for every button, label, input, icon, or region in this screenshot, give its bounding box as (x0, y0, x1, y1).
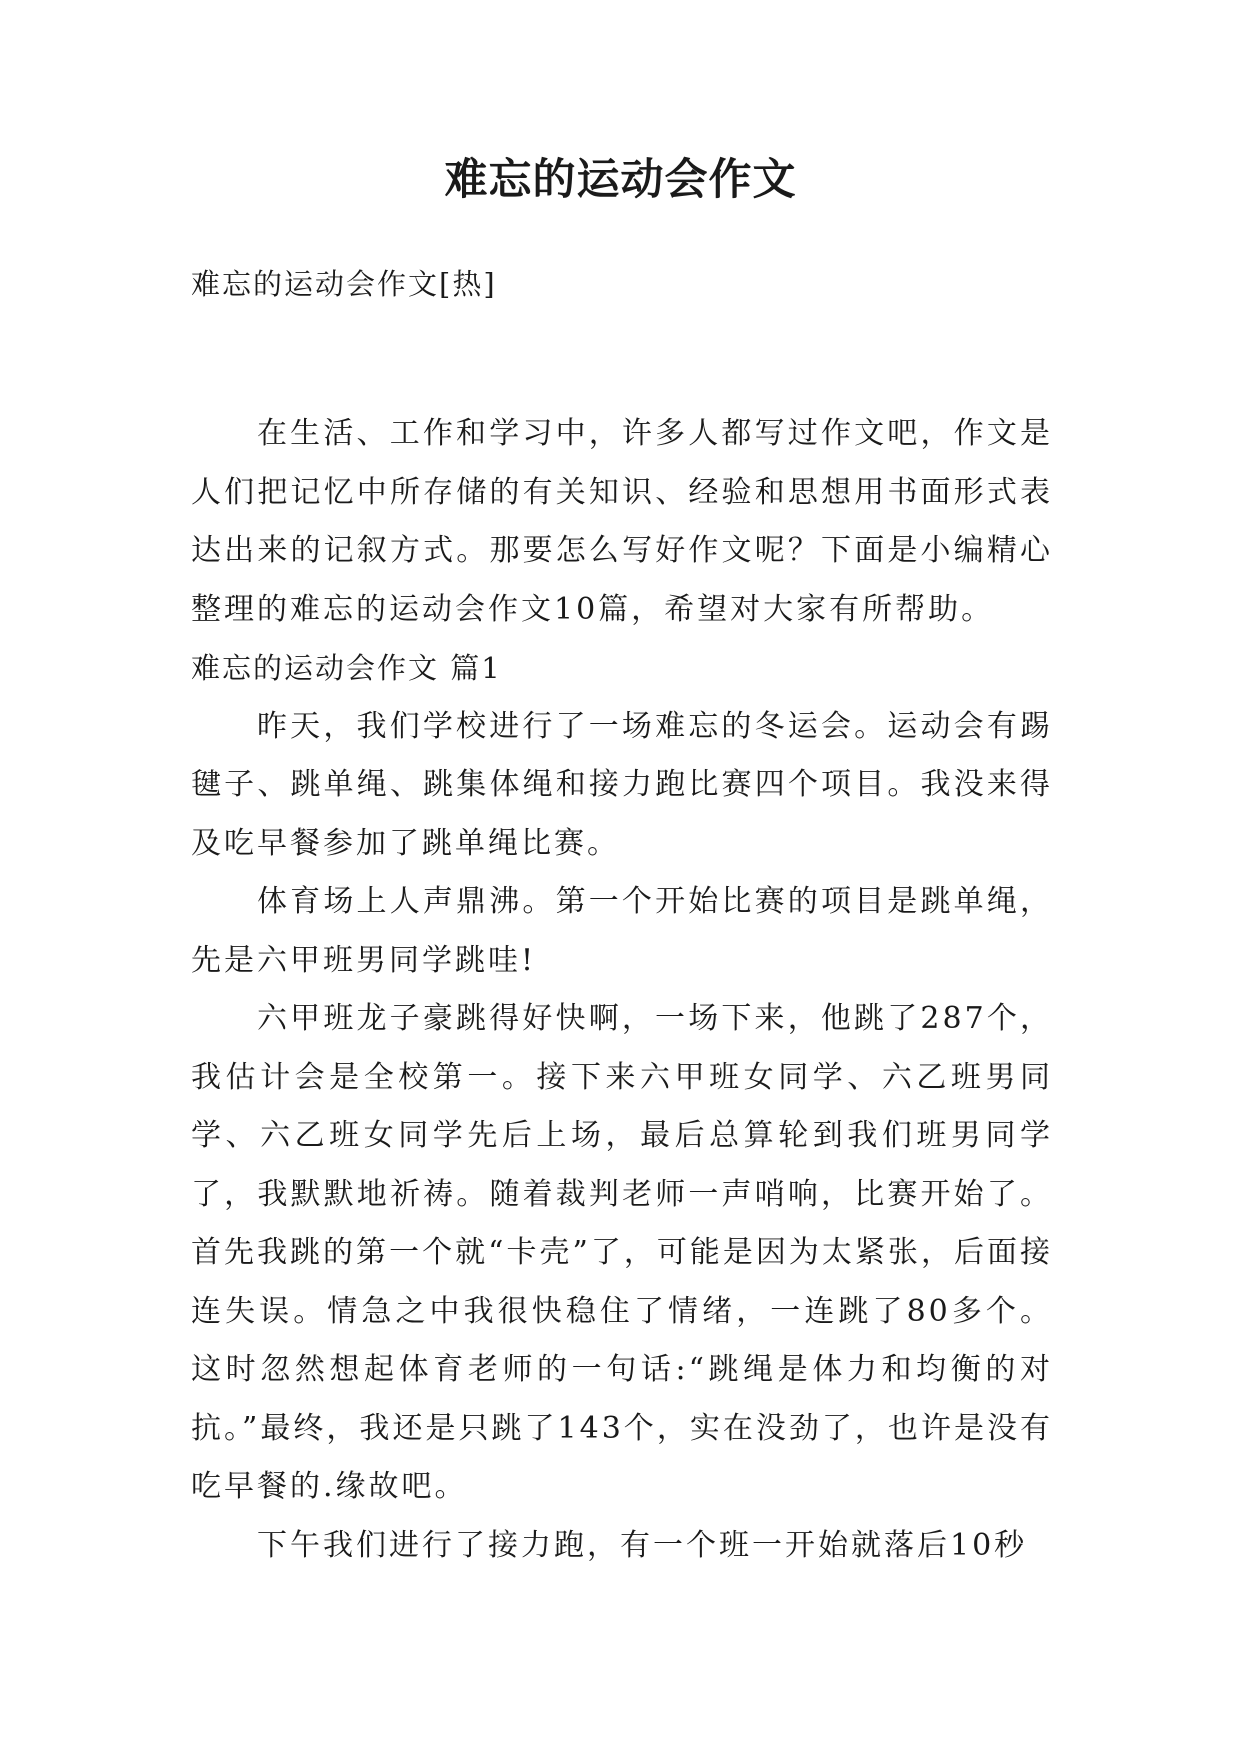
intro-paragraph: 在生活、工作和学习中，许多人都写过作文吧，作文是人们把记忆中所存储的有关知识、经验和思想用书面形式表达出来的记叙方式。那要怎么写好作文呢？下面是小编精心整理的难忘的运动会作文10篇，希望对大家有所帮助。 (191, 416, 1053, 627)
body-paragraph: 六甲班龙子豪跳得好快啊，一场下来，他跳了287个，我估计会是全校第一。接下来六甲班女同学、六乙班男同学、六乙班女同学先后上场，最后总算轮到我们班男同学了，我默默地祈祷。随着裁判老师一声哨响，比赛开始了。首先我跳的第一个就“卡壳”了，可能是因为太紧张，后面接连失误。情急之中我很快稳住了情绪，一连跳了80多个。这时忽然想起体育老师的一句话:“跳绳是体力和均衡的对抗。”最终，我还是只跳了143个，实在没劲了，也许是没有吃早餐的.缘故吧。 (191, 1001, 1053, 1504)
body-paragraph: 体育场上人声鼎沸。第一个开始比赛的项目是跳单绳，先是六甲班男同学跳哇! (191, 884, 1053, 978)
document-subtitle: 难忘的运动会作文[热] (191, 267, 497, 301)
document-title: 难忘的运动会作文 (444, 155, 797, 205)
body-paragraph: 昨天，我们学校进行了一场难忘的冬运会。运动会有踢毽子、跳单绳、跳集体绳和接力跑比赛四个项目。我没来得及吃早餐参加了跳单绳比赛。 (191, 708, 1053, 861)
body-paragraph: 下午我们进行了接力跑，有一个班一开始就落后10秒 (257, 1527, 1028, 1563)
section-heading: 难忘的运动会作文 篇1 (191, 651, 502, 685)
article-body (191, 405, 1053, 1575)
